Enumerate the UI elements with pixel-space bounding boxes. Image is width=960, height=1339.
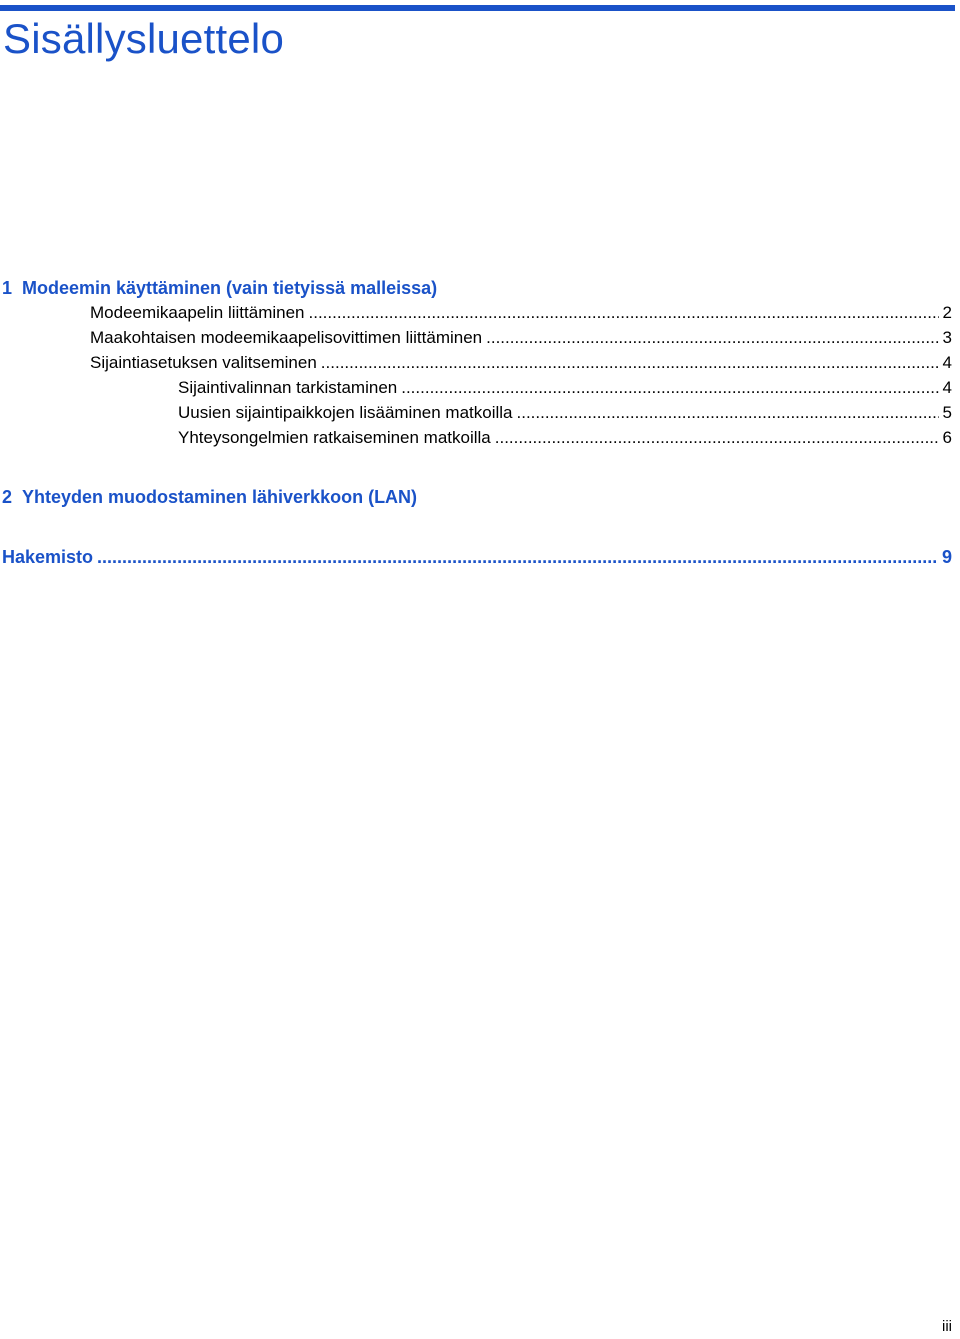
toc-entry-page: 4: [942, 378, 952, 397]
toc-chapter-2[interactable]: [2, 486, 417, 508]
toc-entry-page: 2: [942, 303, 952, 322]
chapter-number: 1: [2, 278, 13, 298]
toc-index-entry[interactable]: [2, 546, 952, 568]
toc-entry[interactable]: [178, 427, 952, 449]
header-rule: [0, 5, 955, 11]
toc-entry-label: Sijaintivalinnan tarkistaminen: [178, 378, 398, 397]
toc-entry-label: Maakohtaisen modeemikaapelisovittimen liittäminen: [90, 328, 483, 347]
toc-entry[interactable]: [90, 352, 952, 374]
toc-entry-label: Sijaintiasetuksen valitseminen: [90, 353, 317, 372]
toc-entry-page: 6: [942, 428, 952, 447]
page-title: Sisällysluettelo: [3, 15, 284, 62]
index-page: 9: [941, 547, 952, 567]
dot-leader: [309, 302, 939, 324]
toc-chapter-1[interactable]: [2, 277, 437, 299]
toc-entry-label: Modeemikaapelin liittäminen: [90, 303, 305, 322]
chapter-title: Modeemin käyttäminen (vain tietyissä malleissa): [22, 278, 438, 298]
toc-entry-label: Yhteysongelmien ratkaiseminen matkoilla: [178, 428, 491, 447]
chapter-title: Yhteyden muodostaminen lähiverkkoon (LAN): [22, 487, 418, 507]
toc-entry[interactable]: [90, 327, 952, 349]
toc-entry[interactable]: [90, 302, 952, 324]
toc-entry-page: 5: [942, 403, 952, 422]
dot-leader: [321, 352, 939, 374]
toc-entry-page: 3: [942, 328, 952, 347]
index-label: Hakemisto: [2, 547, 94, 567]
dot-leader: [401, 377, 938, 399]
toc-entry-label: Uusien sijaintipaikkojen lisääminen matkoilla: [178, 403, 513, 422]
page-number: iii: [942, 1318, 952, 1335]
dot-leader: [97, 546, 938, 568]
dot-leader: [517, 402, 939, 424]
chapter-number: 2: [2, 487, 13, 507]
dot-leader: [486, 327, 938, 349]
toc-entry-page: 4: [942, 353, 952, 372]
dot-leader: [495, 427, 939, 449]
toc-entry[interactable]: [178, 377, 952, 399]
toc-entry[interactable]: [178, 402, 952, 424]
